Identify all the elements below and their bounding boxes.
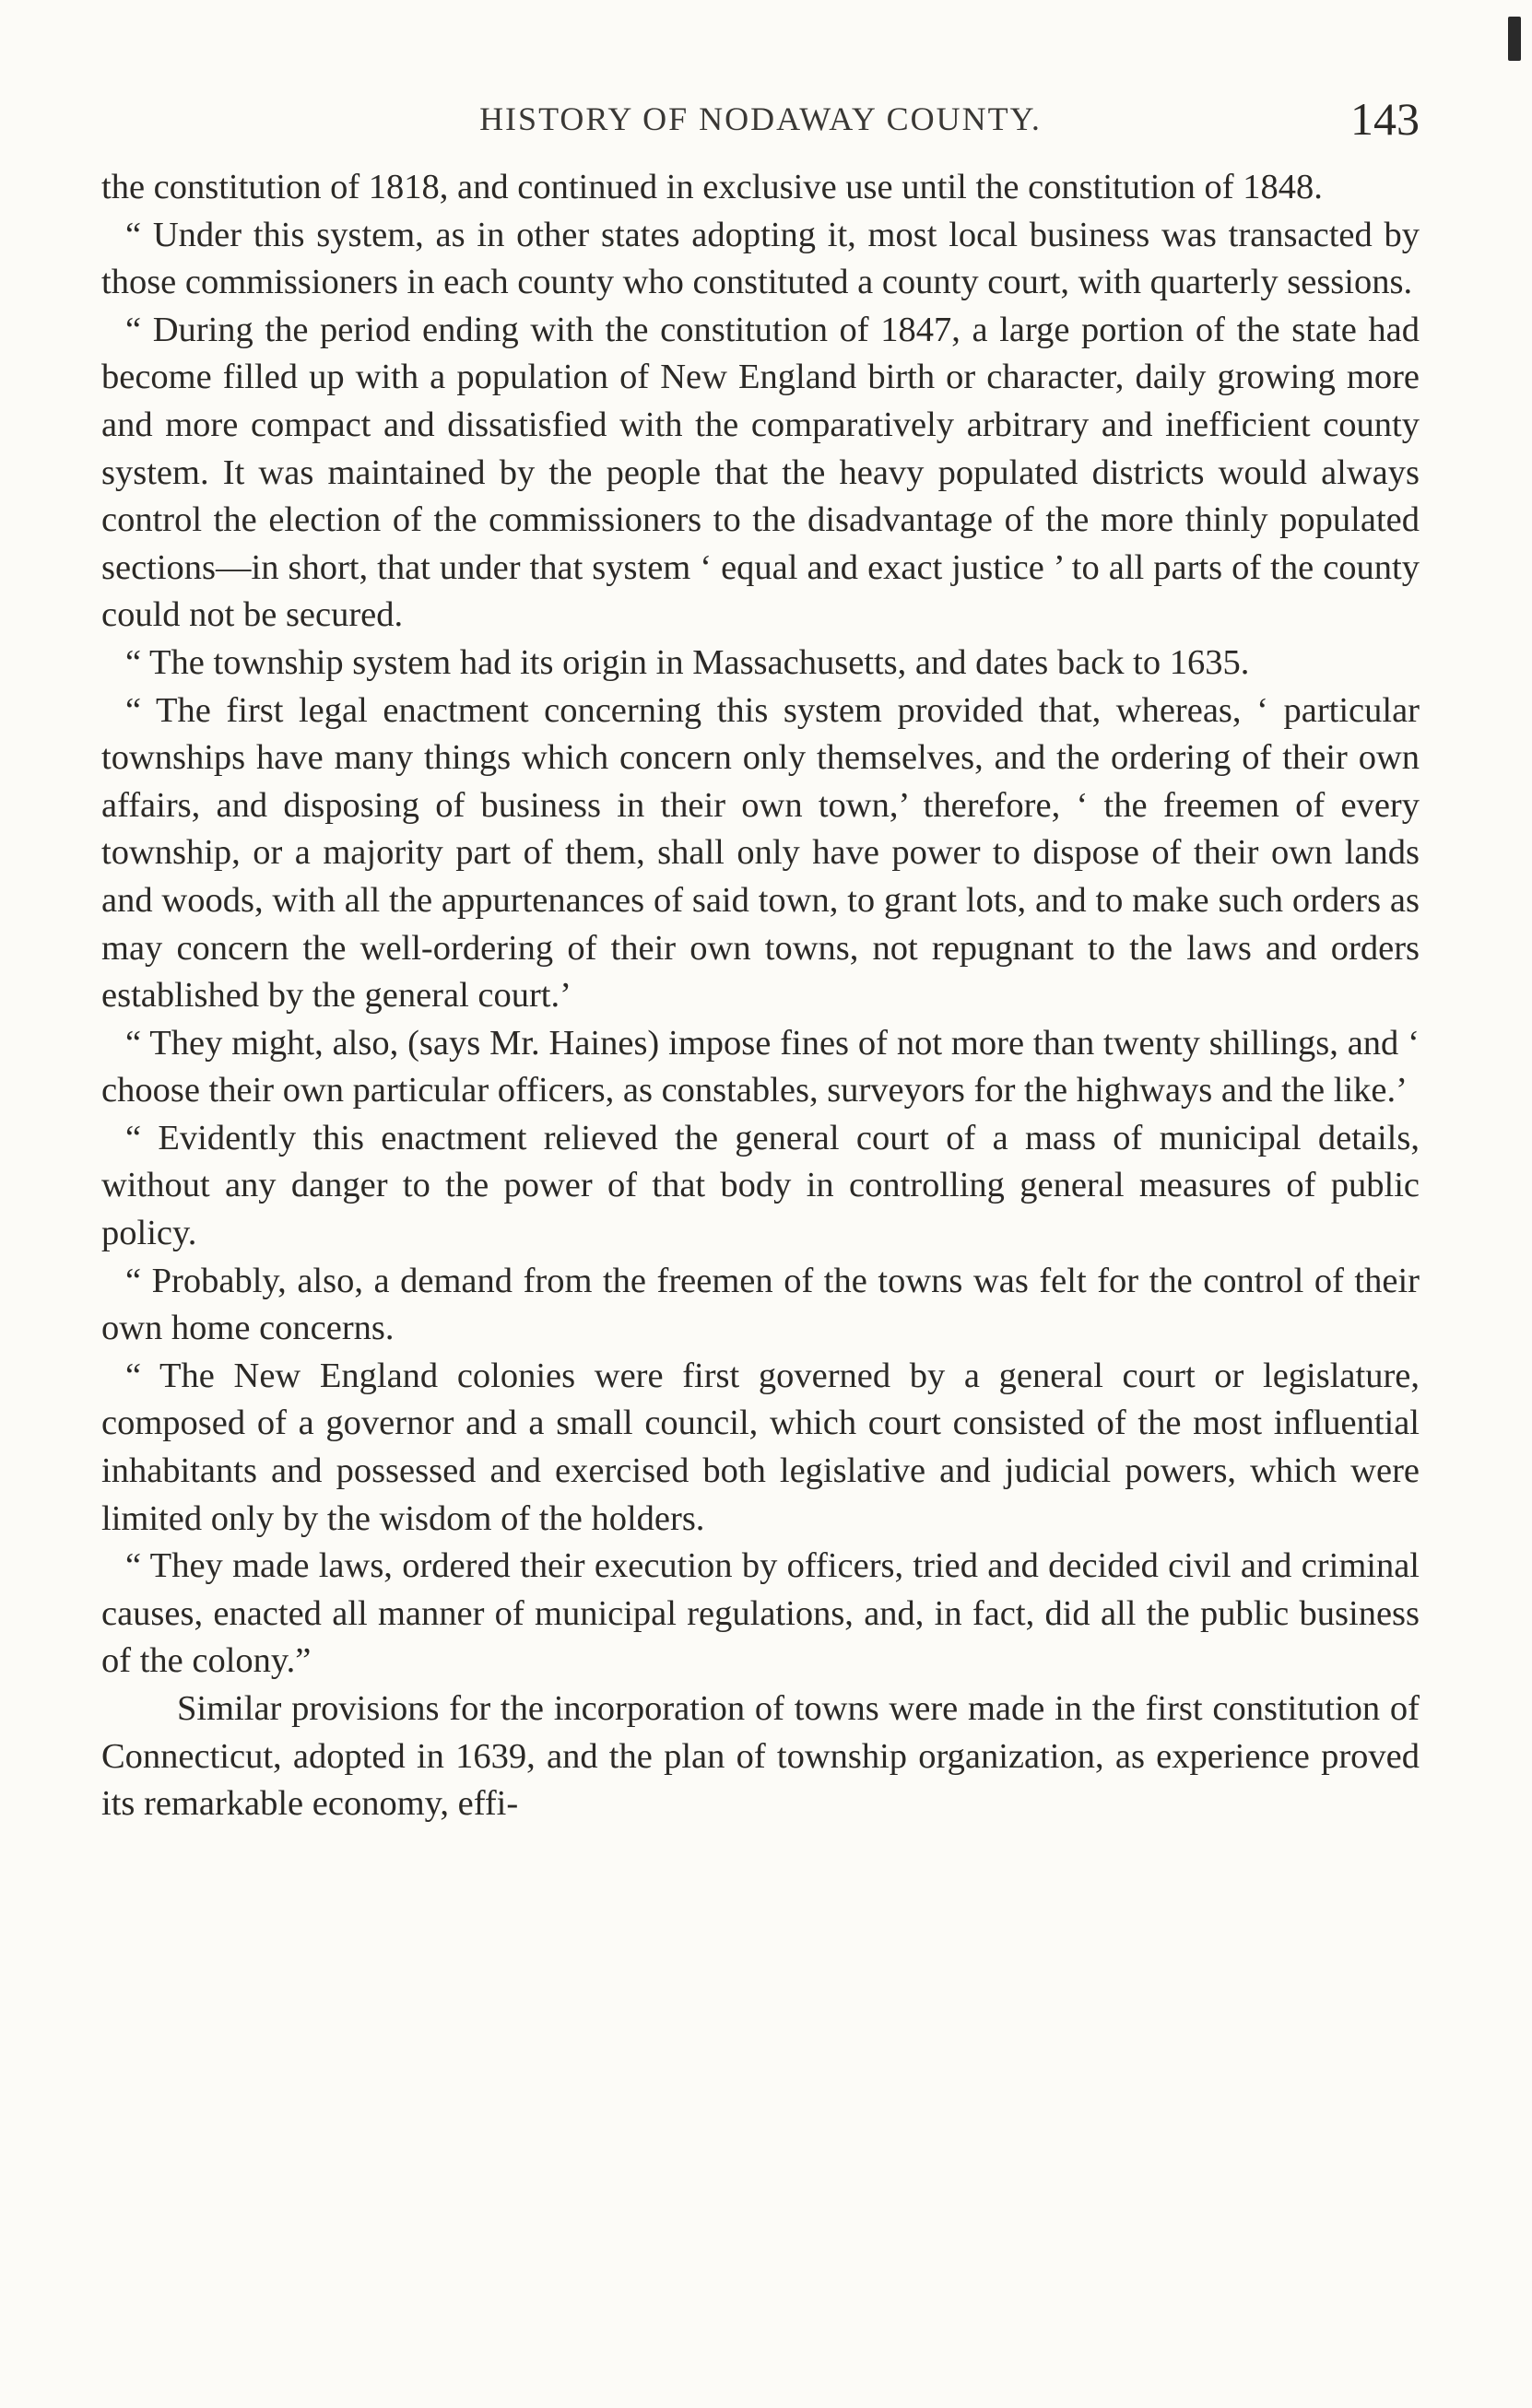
paragraph: “ The New England colonies were first governed by a general court or legislature, composed of a governor and a small council, which court consisted of the most influential inhabitants and possessed and exercised both legislative and judicial powers, which were limited only by the wisdom of the holders. (101, 1356, 1420, 1538)
paragraph: “ The first legal enactment concerning this system provided that, whereas, ‘ particular townships have many things which concern only themselves, and the ordering of their own affairs, and disposing of business in their own town,’ therefore, ‘ the freemen of every township, or a majority part of them, shall only have power to dispose of their own lands and woods, with all the appurtenances of said town, to grant lots, and to make such orders as may concern the well-ordering of their own towns, not repugnant to the laws and orders established by the general court.’ (101, 690, 1420, 1016)
paragraph: “ They made laws, ordered their execution by officers, tried and decided civil and criminal causes, enacted all manner of municipal regulations, and, in fact, did all the public business of the colony.” (101, 1546, 1420, 1681)
running-title: HISTORY OF NODAWAY COUNTY. (479, 100, 1042, 137)
paragraph: “ Evidently this enactment relieved the general court of a mass of municipal details, without any danger to the power of that body in controlling general measures of public policy. (101, 1118, 1420, 1253)
paragraph: “ Probably, also, a demand from the freemen of the towns was felt for the control of their own home concerns. (101, 1261, 1420, 1348)
paragraph: “ Under this system, as in other states adopting it, most local business was transacted by those commissioners in each county who constituted a county court, with quarterly sessions. (101, 215, 1420, 302)
scan-edge-mark (1508, 17, 1521, 61)
page-number: 143 (1350, 93, 1420, 145)
paragraph: “ The township system had its origin in Massachusetts, and dates back to 1635. (125, 642, 1250, 682)
paragraph: Similar provisions for the incorporation of towns were made in the first constitution of Connecticut, adopted in 1639, and the plan of township organization, as experience proved its remarkable economy, effi- (101, 1689, 1420, 1824)
running-head (101, 92, 1420, 157)
paragraph: “ During the period ending with the constitution of 1847, a large portion of the state had become filled up with a population of New England birth or character, daily growing more and more compact and dissatisfied with the comparatively arbitrary and inefficient county system. It was maintained by the people that the heavy populated districts would always control the election of the commissioners to the disadvantage of the more thinly populated sections—in short, that under that system ‘ equal and exact justice ’ to all parts of the county could not be secured. (101, 310, 1420, 635)
body-text (101, 164, 1420, 1828)
paragraph-continuation: the constitution of 1818, and continued in exclusive use until the constitution of 1848. (101, 168, 1323, 206)
paragraph: “ They might, also, (says Mr. Haines) impose fines of not more than twenty shillings, and ‘ choose their own particular officers, as constables, surveyors for the highways and the like.’ (101, 1023, 1420, 1110)
